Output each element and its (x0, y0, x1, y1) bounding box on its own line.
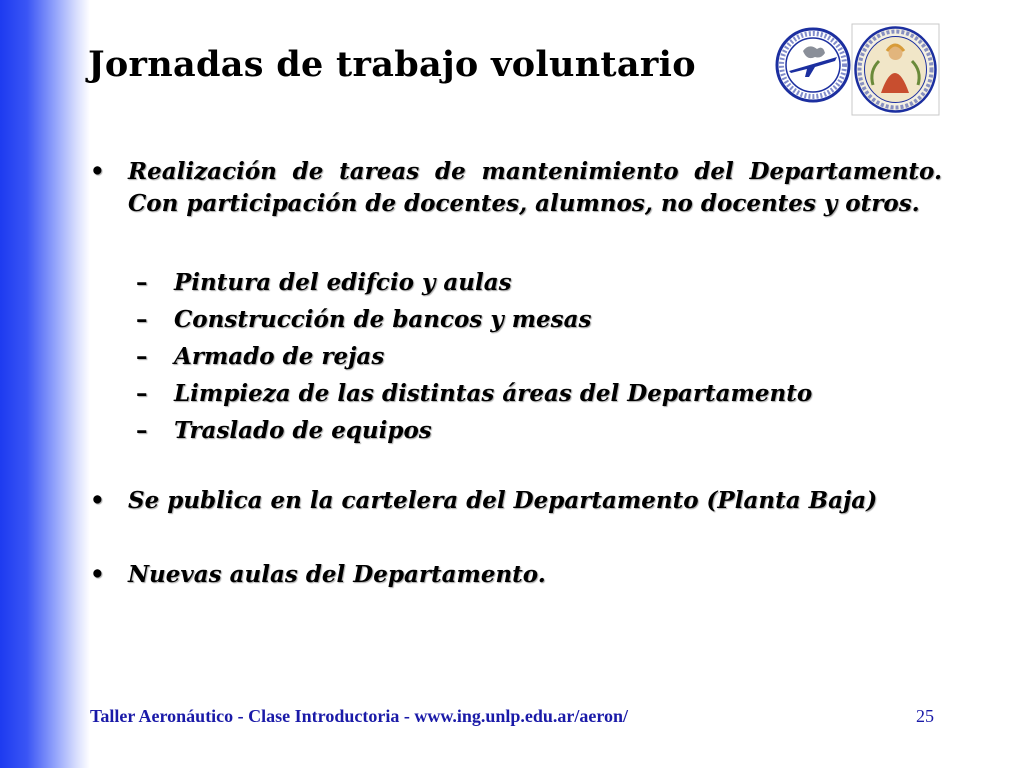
dash-marker: – (136, 269, 148, 296)
bullet-text: Nuevas aulas del Departamento. (128, 561, 546, 588)
sub-item-text: Traslado de equipos (174, 417, 432, 444)
slide-body (90, 156, 942, 591)
bullet-item (90, 485, 942, 517)
left-gradient-band (0, 0, 90, 768)
sub-item-text: Armado de rejas (174, 343, 385, 370)
slide-footer: Taller Aeronáutico - Clase Introductoria - www.ing.unlp.edu.ar/aeron/ (90, 706, 629, 726)
sub-item-text: Limpieza de las distintas áreas del Departamento (174, 380, 813, 407)
sub-item-text: Pintura del edifcio y aulas (174, 269, 512, 296)
sub-item (90, 301, 942, 338)
sub-item (90, 264, 942, 301)
dash-marker: – (136, 417, 148, 444)
dash-marker: – (136, 380, 148, 407)
sub-item (90, 412, 942, 449)
bullet-item (90, 156, 942, 220)
sub-item (90, 338, 942, 375)
sub-item (90, 375, 942, 412)
dash-marker: – (136, 343, 148, 370)
bullet-marker: • (90, 487, 105, 514)
bullet-item (90, 559, 942, 591)
bullet-text: Se publica en la cartelera del Departamento (Planta Baja) (128, 487, 878, 514)
bullet-marker: • (90, 561, 105, 588)
slide-title: Jornadas de trabajo voluntario (88, 44, 696, 85)
sub-item-list (90, 264, 942, 449)
department-logo (775, 27, 851, 103)
dash-marker: – (136, 306, 148, 333)
sub-item-text: Construcción de bancos y mesas (174, 306, 592, 333)
bullet-marker: • (90, 158, 105, 185)
page-number: 25 (916, 706, 934, 726)
university-seal (851, 23, 940, 116)
bullet-text: Realización de tareas de mantenimiento del Departamento. Con participación de docentes, alumnos, no docentes y otros. (128, 158, 942, 217)
